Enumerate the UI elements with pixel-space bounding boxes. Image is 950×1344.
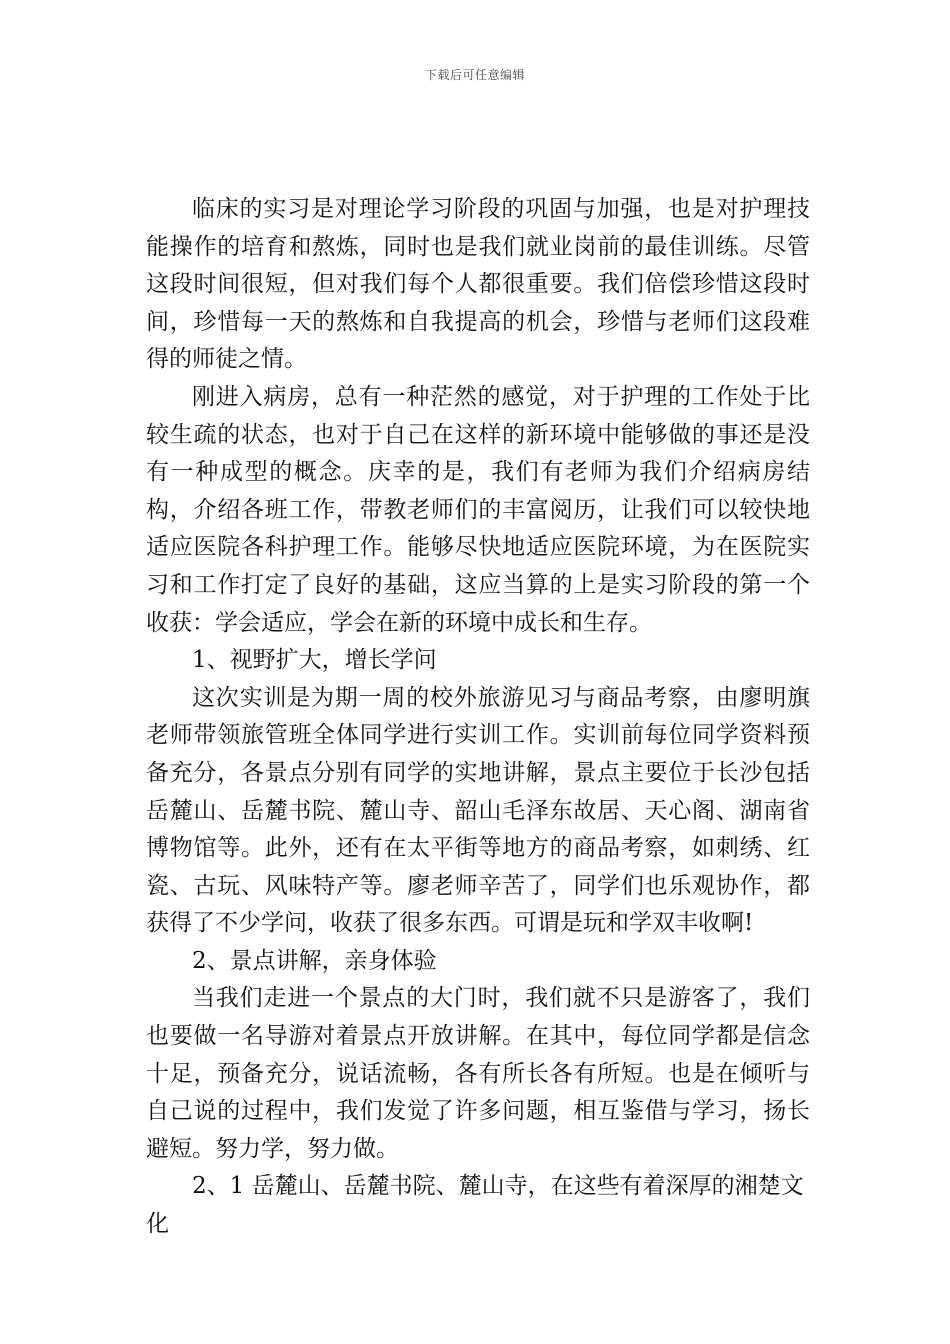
document-body	[146, 191, 810, 1244]
paragraph-field-training: 这次实训是为期一周的校外旅游见习与商品考察，由廖明旗老师带领旅管班全体同学进行实训工作。实训前每位同学资料预备充分，各景点分别有同学的实地讲解，景点主要位于长沙包括岳麓山、岳麓书院、麓山寺、韶山毛泽东故居、天心阁、湖南省博物馆等。此外，还有在太平街等地方的商品考察，如刺绣、红瓷、古玩、风味特产等。廖老师辛苦了，同学们也乐观协作，都获得了不少学问，收获了很多东西。可谓是玩和学双丰收啊!	[146, 684, 810, 937]
paragraph-entering-ward: 刚进入病房，总有一种茫然的感觉，对于护理的工作处于比较生疏的状态，也对于自己在这样的新环境中能够做的事还是没有一种成型的概念。庆幸的是，我们有老师为我们介绍病房结构，介绍各班工作，带教老师们的丰富阅历，让我们可以较快地适应医院各科护理工作。能够尽快地适应医院环境，为在医院实习和工作打定了良好的基础，这应当算的上是实习阶段的第一个收获：学会适应，学会在新的环境中成长和生存。	[146, 383, 810, 636]
section-heading-2-1: 2、1 岳麓山、岳麓书院、麓山寺，在这些有着深厚的湘楚文化	[146, 1173, 804, 1238]
page-header-note: 下载后可任意编辑	[424, 68, 525, 82]
paragraph-clinical-internship: 临床的实习是对理论学习阶段的巩固与加强，也是对护理技能操作的培育和熬炼，同时也是我们就业岗前的最佳训练。尽管这段时间很短，但对我们每个人都很重要。我们倍偿珍惜这段时间，珍惜每一天的熬炼和自我提高的机会，珍惜与老师们这段难得的师徒之情。	[146, 196, 810, 373]
section-heading-2: 2、景点讲解，亲身体验	[192, 947, 437, 974]
paragraph-site-explanation: 当我们走进一个景点的大门时，我们就不只是游客了，我们也要做一名导游对着景点开放讲解。在其中，每位同学都是信念十足，预备充分，说话流畅，各有所长各有所短。也是在倾听与自己说的过程中，我们发觉了许多问题，相互鉴借与学习，扬长避短。努力学，努力做。	[146, 985, 810, 1162]
section-heading-1: 1、视野扩大，增长学问	[192, 647, 437, 674]
